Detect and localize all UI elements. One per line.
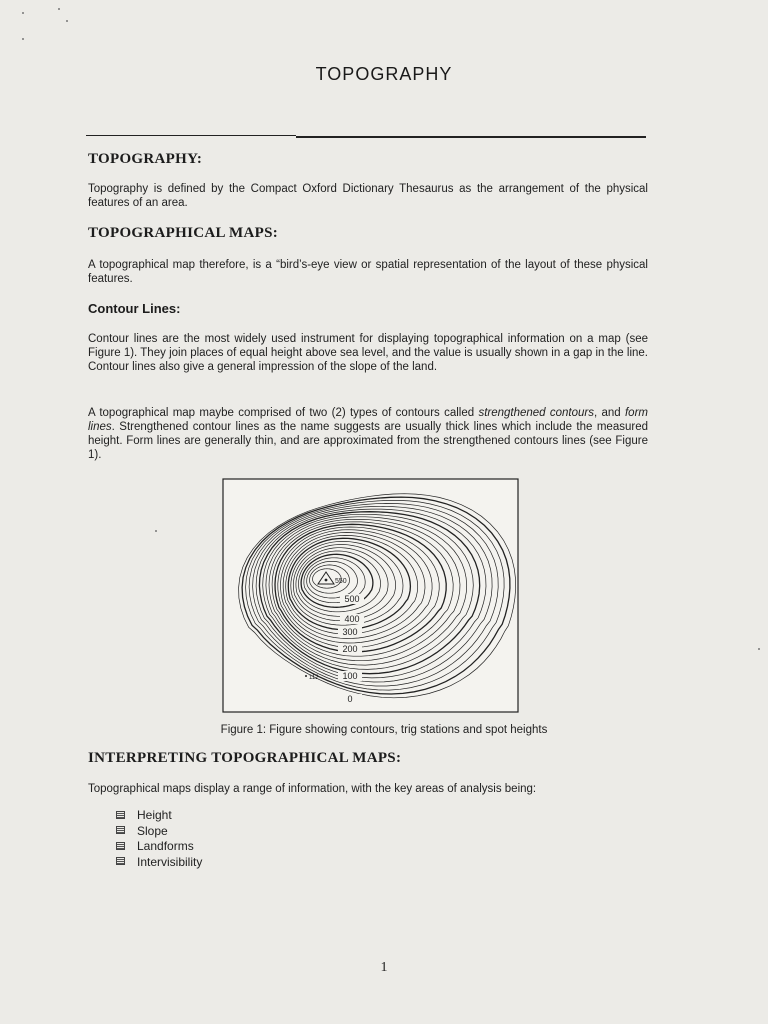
- list-item: [116, 855, 202, 871]
- scan-speck: [66, 20, 68, 22]
- page-number: 1: [380, 960, 388, 975]
- title-rule-left: [86, 135, 296, 136]
- bullet-icon: [116, 857, 125, 865]
- page-title: TOPOGRAPHY: [315, 64, 453, 84]
- paragraph-contour-lines-1: Contour lines are the most widely used instrument for displaying topographical information on a map (see Figure 1). They join places of equal height above sea level, and the value is usually shown in a gap in the line. Contour lines also give a general impression of the slope of the land.: [88, 333, 648, 373]
- text-run: . Strengthened contour lines as the name suggests are usually thick lines which include the measured height. Form lines are generally thin, and are approximated from the strengthened contours lines (see Figure 1).: [88, 421, 648, 461]
- bullet-icon: [116, 842, 125, 850]
- list-item: [116, 808, 202, 824]
- scan-speck: [58, 8, 60, 10]
- contour-value-label: 400: [344, 614, 360, 624]
- figure-contour-map: [222, 478, 519, 713]
- scan-speck: [22, 12, 24, 14]
- heading-topography: TOPOGRAPHY:: [88, 151, 203, 167]
- contour-value-label: 300: [342, 627, 358, 637]
- emphasis-strengthened-contours: strengthened contours: [478, 407, 594, 419]
- contour-value-label: 0: [347, 694, 353, 704]
- emphasis-form-lines: form lines: [88, 407, 648, 433]
- text-run: A topographical map maybe comprised of two (2) types of contours called: [88, 407, 479, 419]
- paragraph-contour-lines-2: [88, 406, 648, 462]
- list-item-label: Slope: [137, 823, 168, 838]
- analysis-list: [116, 808, 202, 870]
- text-run: , and: [593, 407, 625, 419]
- trig-height-label: 550: [335, 578, 347, 585]
- contour-value-label: 200: [342, 644, 358, 654]
- bullet-icon: [116, 811, 125, 819]
- list-item-label: Landforms: [137, 839, 194, 853]
- contour-value-label: 100: [342, 671, 358, 681]
- list-item: [116, 839, 202, 855]
- scan-speck: [758, 648, 760, 650]
- paragraph-interpreting: Topographical maps display a range of information, with the key areas of analysis being:: [88, 783, 537, 795]
- contour-map-drawing: [222, 478, 519, 713]
- scan-speck: [155, 530, 157, 532]
- spot-height-dot: [305, 675, 307, 677]
- list-item-label: Intervisibility: [137, 854, 203, 869]
- figure-caption: Figure 1: Figure showing contours, trig stations and spot heights: [220, 724, 548, 736]
- paragraph-topography: Topography is defined by the Compact Oxford Dictionary Thesaurus as the arrangement of the physical features of an area.: [88, 183, 648, 209]
- list-item: [116, 824, 202, 840]
- scan-speck: [22, 38, 24, 40]
- heading-topographical-maps: TOPOGRAPHICAL MAPS:: [88, 225, 279, 241]
- heading-contour-lines: Contour Lines:: [88, 301, 181, 316]
- spot-height-label: 112: [309, 675, 319, 681]
- contour-value-label: 500: [344, 594, 360, 604]
- title-rule-right: [296, 136, 646, 138]
- heading-interpreting: INTERPRETING TOPOGRAPHICAL MAPS:: [88, 750, 402, 766]
- paragraph-topographical-maps: A topographical map therefore, is a “bird’s-eye view or spatial representation of the layout of these physical features.: [88, 259, 648, 285]
- list-item-label: Height: [137, 808, 172, 822]
- bullet-icon: [116, 826, 125, 834]
